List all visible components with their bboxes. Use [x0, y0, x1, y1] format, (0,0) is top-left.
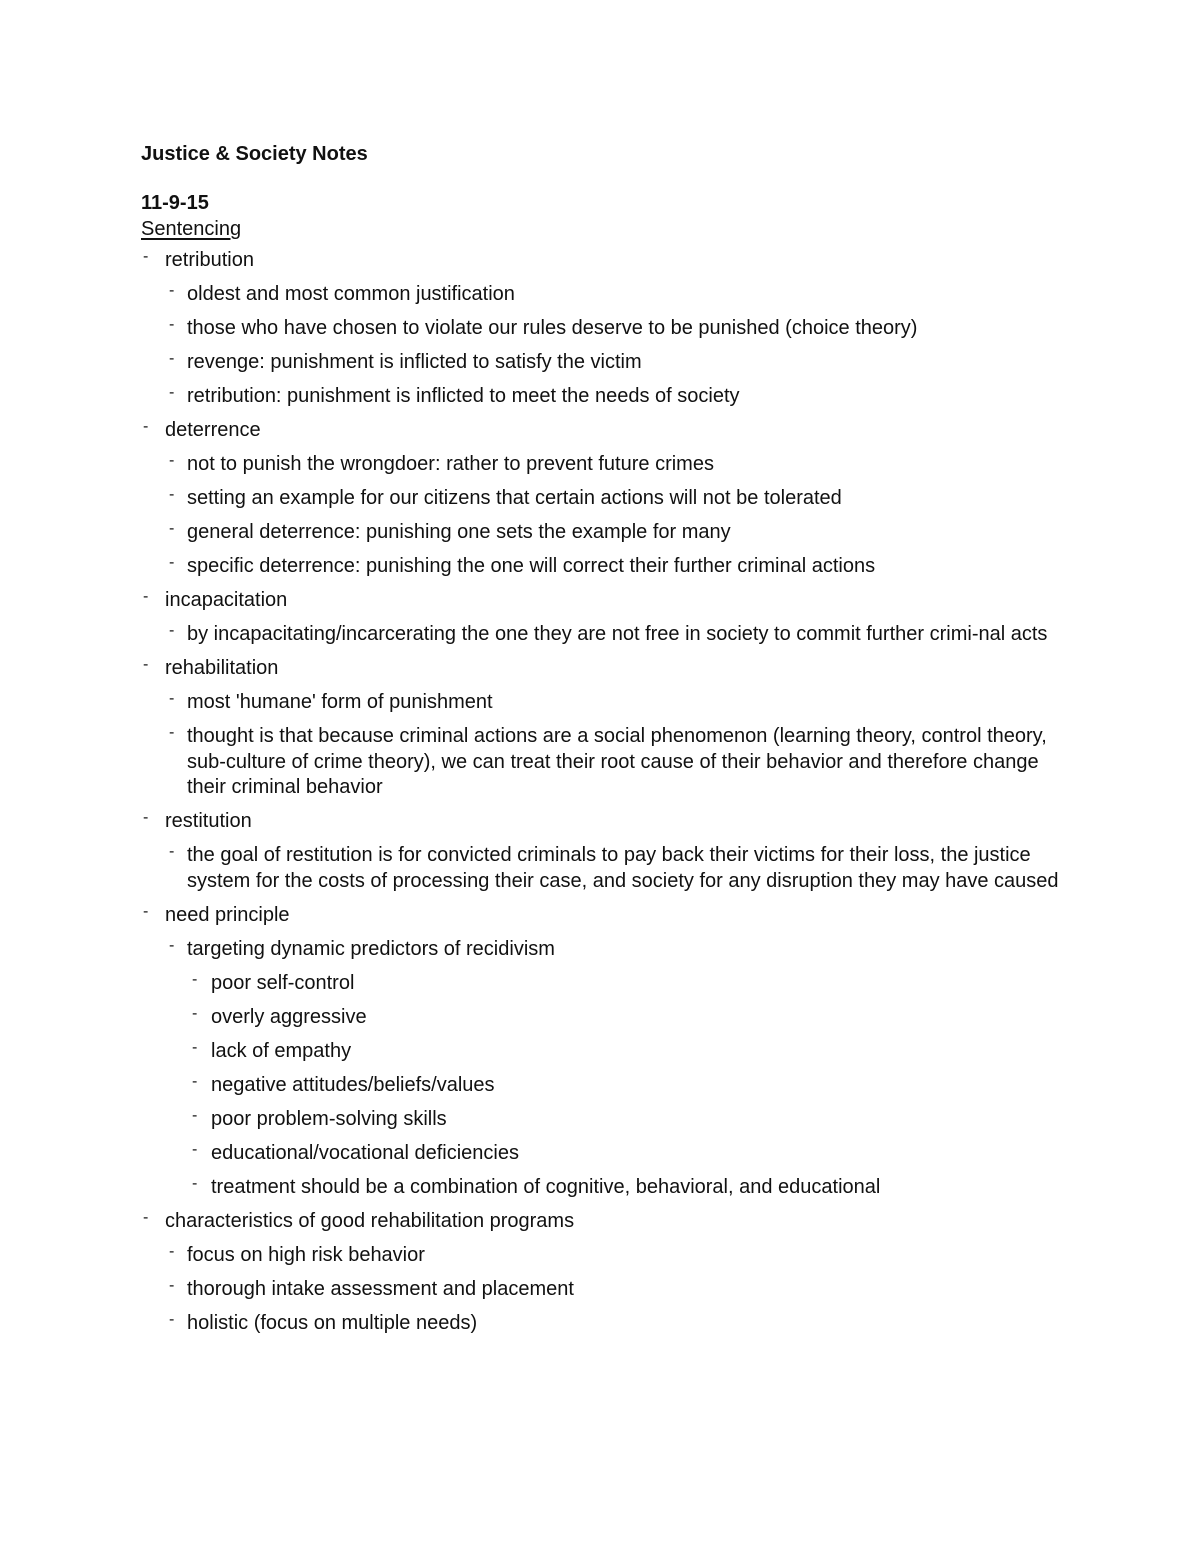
outline-item-text: not to punish the wrongdoer: rather to prevent future crimes: [187, 453, 714, 475]
outline-item-text: most 'humane' form of punishment: [187, 691, 493, 713]
outline-item-level-3: [141, 1073, 1071, 1107]
outline-item-text: lack of empathy: [211, 1039, 352, 1062]
outline-item-text: general deterrence: punishing one sets the example for many: [187, 521, 731, 543]
outline-item-level-1: [141, 656, 1071, 809]
outline-item-level-3: [141, 1107, 1071, 1141]
outline-item-level-2: [141, 1311, 1071, 1337]
outline-sublist: [141, 282, 1071, 410]
outline-sublist: [141, 690, 1071, 801]
outline-item-level-1: [141, 588, 1071, 656]
outline-item-text: need principle: [165, 903, 290, 926]
outline-sublist: [141, 971, 1071, 1201]
outline-item-level-3: [141, 971, 1071, 1005]
outline-item-level-2: [141, 486, 1071, 520]
outline-item-text: rehabilitation: [165, 657, 279, 679]
outline-item-text: negative attitudes/beliefs/values: [211, 1073, 495, 1096]
outline-sublist: [141, 452, 1071, 580]
outline-item-level-1: [141, 248, 1071, 418]
outline-item-text: overly aggressive: [211, 1005, 367, 1028]
outline-item-level-2: [141, 690, 1071, 724]
outline-item-text: revenge: punishment is inflicted to satisfy the victim: [187, 351, 642, 373]
outline-item-text: targeting dynamic predictors of recidivism: [187, 937, 555, 960]
outline-item-level-2: [141, 1243, 1071, 1277]
outline-item-level-2: [141, 1277, 1071, 1311]
outline-item-level-3: [141, 1039, 1071, 1073]
document-page: [141, 140, 1071, 1345]
notes-date: 11-9-15: [141, 192, 209, 214]
outline-item-level-1: [141, 418, 1071, 588]
outline-item-text: incapacitation: [165, 589, 288, 611]
outline-item-text: focus on high risk behavior: [187, 1243, 425, 1266]
outline-item-level-3: [141, 1141, 1071, 1175]
outline-item-level-2: [141, 622, 1071, 648]
outline-item-level-2: [141, 554, 1071, 580]
outline-item-level-2: [141, 452, 1071, 486]
outline-item-level-2: [141, 384, 1071, 410]
outline-item-level-2: [141, 520, 1071, 554]
outline-item-text: educational/vocational deficiencies: [211, 1141, 519, 1164]
outline-item-level-1: [141, 903, 1071, 1209]
outline-item-level-1: [141, 809, 1071, 903]
outline-sublist: [141, 1243, 1071, 1337]
section-heading: Sentencing: [141, 218, 242, 240]
outline-item-text: treatment should be a combination of cognitive, behavioral, and educational: [211, 1175, 881, 1198]
outline-item-text: poor self-control: [211, 971, 355, 994]
outline-item-text: thought is that because criminal actions are a social phenomenon (learning theory, control theory, sub-culture of crime theory), we can treat their root cause of their behavior and therefore change their criminal behavior: [187, 725, 1047, 798]
outline-item-text: oldest and most common justification: [187, 283, 515, 305]
outline-item-level-2: [141, 724, 1071, 801]
notes-outline: [141, 248, 1071, 1345]
outline-item-text: deterrence: [165, 419, 261, 441]
outline-item-level-2: [141, 350, 1071, 384]
outline-item-text: restitution: [165, 810, 252, 832]
outline-item-text: thorough intake assessment and placement: [187, 1277, 574, 1300]
outline-item-level-3: [141, 1175, 1071, 1201]
outline-item-level-2: [141, 843, 1071, 894]
outline-item-text: by incapacitating/incarcerating the one they are not free in society to commit further crimi-nal acts: [187, 623, 1048, 645]
outline-item-text: setting an example for our citizens that certain actions will not be tolerated: [187, 487, 842, 509]
outline-sublist: [141, 843, 1071, 894]
document-title: Justice & Society Notes: [141, 143, 368, 165]
outline-item-level-2: [141, 937, 1071, 1201]
outline-sublist: [141, 622, 1071, 648]
outline-item-level-2: [141, 316, 1071, 350]
outline-sublist: [141, 937, 1071, 1201]
outline-item-text: specific deterrence: punishing the one will correct their further criminal actions: [187, 555, 876, 577]
outline-item-text: retribution: punishment is inflicted to meet the needs of society: [187, 385, 740, 407]
outline-item-level-2: [141, 282, 1071, 316]
outline-item-text: those who have chosen to violate our rules deserve to be punished (choice theory): [187, 317, 918, 339]
outline-item-level-3: [141, 1005, 1071, 1039]
outline-item-text: retribution: [165, 249, 254, 271]
outline-item-level-1: [141, 1209, 1071, 1345]
outline-item-text: poor problem-solving skills: [211, 1107, 447, 1130]
outline-item-text: holistic (focus on multiple needs): [187, 1311, 478, 1334]
outline-item-text: characteristics of good rehabilitation programs: [165, 1209, 575, 1232]
outline-item-text: the goal of restitution is for convicted criminals to pay back their victims for their loss, the justice system for the costs of processing their case, and society for any disruption they may have caused: [187, 844, 1059, 892]
